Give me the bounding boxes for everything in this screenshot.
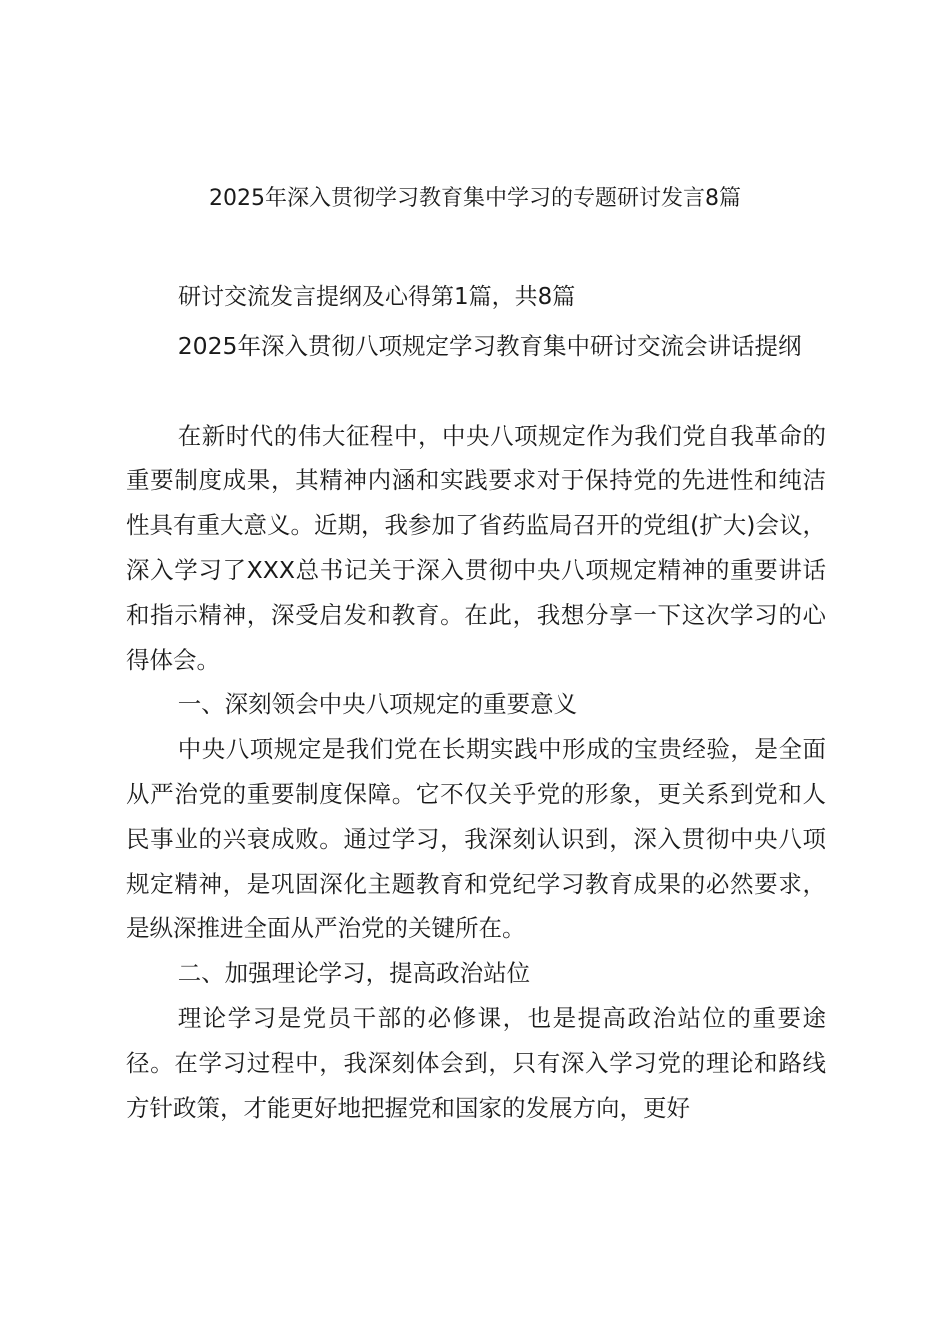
paragraph-section-1: 中央八项规定是我们党在长期实践中形成的宝贵经验，是全面从严治党的重要制度保障。它不仅关乎党的形象，更关系到党和人民事业的兴衰成败。通过学习，我深刻认识到，深入贯彻中央八项规定精神，是巩固深化主题教育和党纪学习教育成果的必然要求，是纵深推进全面从严治党的关键所在。	[126, 735, 826, 943]
paragraph-section-2: 理论学习是党员干部的必修课，也是提高政治站位的重要途径。在学习过程中，我深刻体会到，只有深入学习党的理论和路线方针政策，才能更好地把握党和国家的发展方向，更好	[126, 1003, 826, 1122]
paragraph-intro: 在新时代的伟大征程中，中央八项规定作为我们党自我革命的重要制度成果，其精神内涵和实践要求对于保持党的先进性和纯洁性具有重大意义。近期，我参加了省药监局召开的党组(扩大)会议，深入学习了XXX总书记关于深入贯彻中央八项规定精神的重要讲话和指示精神，深受启发和教育。在此，我想分享一下这次学习的心得体会。	[126, 421, 826, 674]
document-title: 2025年深入贯彻学习教育集中学习的专题研讨发言8篇	[209, 186, 741, 211]
section-heading-2: 二、加强理论学习，提高政治站位	[177, 959, 531, 988]
article-index-line: 研讨交流发言提纲及心得第1篇，共8篇	[178, 284, 576, 310]
article-title: 2025年深入贯彻八项规定学习教育集中研讨交流会讲话提纲	[177, 332, 802, 360]
blank-line	[126, 369, 826, 414]
document-body	[126, 324, 826, 1130]
section-heading-1: 一、深刻领会中央八项规定的重要意义	[177, 690, 578, 719]
